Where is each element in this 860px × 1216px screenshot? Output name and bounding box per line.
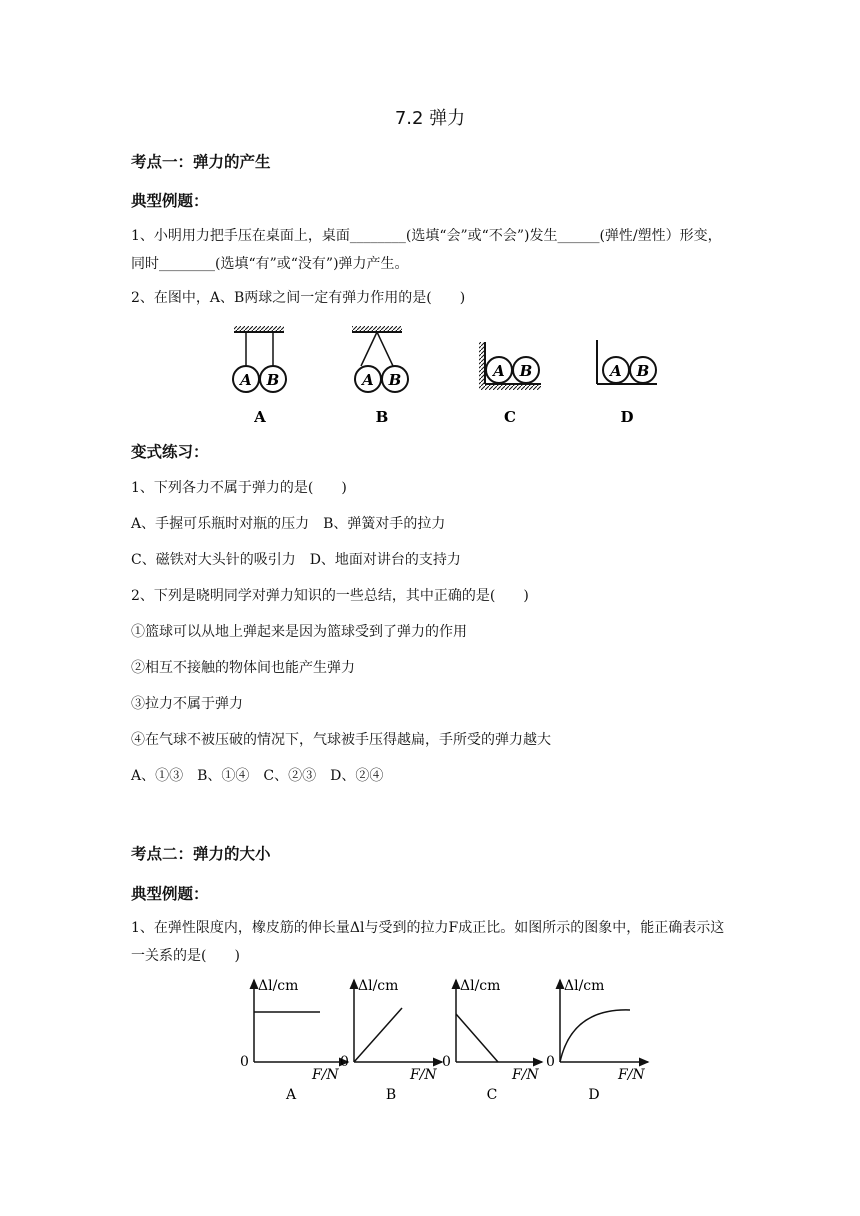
origin-label: 0	[240, 1054, 249, 1070]
graph-c	[442, 978, 542, 1103]
origin-label: 0	[442, 1054, 451, 1070]
section2-question-1: 1、在弹性限度内，橡皮筋的伸长量Δl与受到的拉力F成正比。如图所示的图象中，能正确表示这一关系的是( )	[131, 920, 725, 964]
figure-option-a	[233, 326, 286, 426]
figure-label-c: C	[504, 408, 516, 426]
ball-a-label: A	[240, 371, 252, 389]
statement-1: ①篮球可以从地上弹起来是因为篮球受到了弹力的作用	[131, 624, 467, 640]
statement-4: ④在气球不被压破的情况下，气球被手压得越扁，手所受的弹力越大	[131, 732, 551, 748]
practice-1-options-cd: C、磁铁对大头针的吸引力 D、地面对讲台的支持力	[131, 552, 461, 568]
x-axis-label: F/N	[312, 1067, 339, 1083]
x-axis-label: F/N	[512, 1067, 539, 1083]
y-axis-label: Δl/cm	[258, 978, 299, 994]
practice-heading: 变式练习：	[131, 443, 209, 461]
origin-label: 0	[546, 1054, 555, 1070]
practice-2: 2、下列是晓明同学对弹力知识的一些总结，其中正确的是( )	[131, 588, 529, 604]
graph-label-b: B	[385, 1087, 397, 1103]
ball-a-label: A	[362, 371, 374, 389]
ball-a-label: A	[610, 362, 622, 380]
question-1: 1、小明用力把手压在桌面上，桌面________(选填“会”或“不会”)发生______(弹性/塑性）形变，同时________(选填“有”或“没有”)弹力产生。	[131, 228, 722, 272]
graphs-figure	[236, 972, 656, 1106]
graph-d-curve	[560, 1010, 630, 1062]
x-axis-label: F/N	[618, 1067, 645, 1083]
graph-label-a: A	[285, 1087, 297, 1103]
statement-2: ②相互不接触的物体间也能产生弹力	[131, 660, 355, 676]
figure-label-d: D	[620, 408, 634, 426]
graph-a	[240, 978, 348, 1103]
ball-b-label: B	[636, 362, 650, 380]
section1-example-heading: 典型例题：	[131, 192, 209, 210]
statement-3: ③拉力不属于弹力	[131, 696, 243, 712]
ball-a-label: A	[493, 362, 505, 380]
y-axis-label: Δl/cm	[460, 978, 501, 994]
graph-label-d: D	[588, 1087, 600, 1103]
figure-option-d	[597, 340, 657, 426]
y-axis-label: Δl/cm	[358, 978, 399, 994]
graph-c-curve	[456, 1014, 498, 1062]
ball-b-label: B	[266, 371, 280, 389]
graph-b-curve	[354, 1008, 402, 1062]
page-title: 7.2 弹力	[394, 108, 466, 129]
ball-b-label: B	[519, 362, 533, 380]
section2-example-heading: 典型例题：	[131, 885, 209, 903]
question-2: 2、在图中，A、B两球之间一定有弹力作用的是( )	[131, 290, 466, 306]
balls-figure	[225, 322, 665, 426]
x-axis-label: F/N	[410, 1067, 437, 1083]
origin-label: 0	[340, 1054, 349, 1070]
figure-option-b	[352, 326, 408, 426]
graph-b	[340, 978, 442, 1103]
section1-heading: 考点一：弹力的产生	[131, 153, 271, 171]
section2-heading: 考点二：弹力的大小	[131, 845, 271, 863]
figure-option-c	[479, 342, 541, 426]
y-axis-label: Δl/cm	[564, 978, 605, 994]
figure-label-a: A	[254, 408, 266, 426]
ball-b-label: B	[388, 371, 402, 389]
graph-label-c: C	[486, 1087, 498, 1103]
figure-label-b: B	[375, 408, 389, 426]
practice-1-options-ab: A、手握可乐瓶时对瓶的压力 B、弹簧对手的拉力	[131, 516, 446, 532]
practice-2-options: A、①③ B、①④ C、②③ D、②④	[131, 768, 384, 784]
graph-d	[546, 978, 648, 1103]
practice-1: 1、下列各力不属于弹力的是( )	[131, 480, 347, 496]
